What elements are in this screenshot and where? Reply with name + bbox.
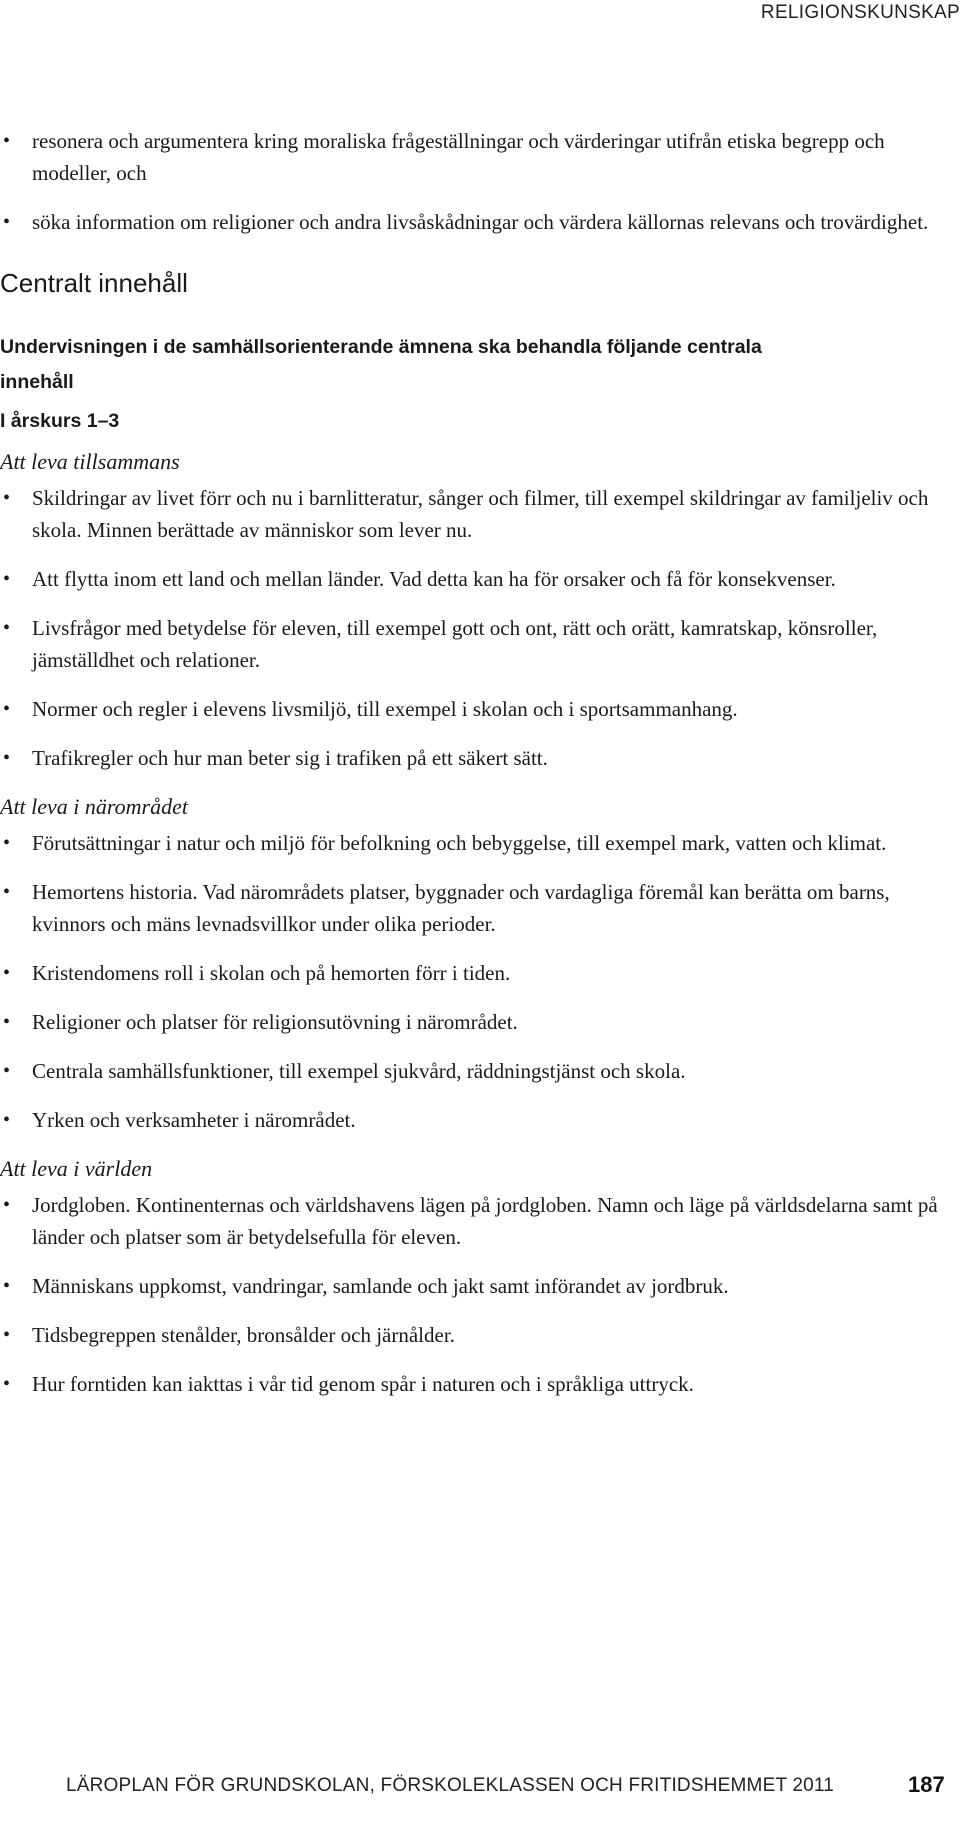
page-content	[0, 125, 945, 1417]
bullet-icon: •	[3, 1011, 11, 1033]
bullet-icon: •	[3, 881, 11, 903]
bullet-icon: •	[3, 1109, 11, 1131]
page-number: 187	[908, 1772, 945, 1797]
list-item: • Att flytta inom ett land och mellan länder. Vad detta kan ha för orsaker och få för konsekvenser.	[0, 563, 945, 595]
topic-heading: Att leva i världen	[0, 1156, 153, 1181]
list-item: • Hemortens historia. Vad närområdets platser, byggnader och vardagliga föremål kan berätta om barns, kvinnors och mäns levnadsvillkor under olika perioder.	[0, 876, 945, 940]
list-item: • söka information om religioner och andra livsåskådningar och värdera källornas relevans och trovärdighet.	[0, 206, 945, 238]
list-item: • Jordgloben. Kontinenternas och världshavens lägen på jordgloben. Namn och läge på världsdelarna samt på länder och platser som är betydelsefulla för eleven.	[0, 1189, 945, 1253]
topic-bullet-list	[0, 482, 945, 774]
list-item: • Skildringar av livet förr och nu i barnlitteratur, sånger och filmer, till exempel skildringar av familjeliv och skola. Minnen berättade av människor som lever nu.	[0, 482, 945, 546]
section-subheading: Undervisningen i de samhällsorienterande ämnena ska behandla följande centrala innehåll	[0, 336, 762, 393]
bullet-icon: •	[3, 568, 11, 590]
bullet-icon: •	[3, 487, 11, 509]
bullet-icon: •	[3, 1194, 11, 1216]
grade-heading: I årskurs 1–3	[0, 410, 120, 432]
list-item: • Yrken och verksamheter i närområdet.	[0, 1104, 945, 1136]
list-item: • Normer och regler i elevens livsmiljö, till exempel i skolan och i sportsammanhang.	[0, 693, 945, 725]
intro-bullet-list	[0, 125, 945, 238]
bullet-icon: •	[3, 617, 11, 639]
list-item: • Religioner och platser för religionsutövning i närområdet.	[0, 1006, 945, 1038]
list-item: • resonera och argumentera kring moraliska frågeställningar och värderingar utifrån etiska begrepp och modeller, och	[0, 125, 945, 189]
list-item: • Tidsbegreppen stenålder, bronsålder och järnålder.	[0, 1319, 945, 1351]
list-item: • Centrala samhällsfunktioner, till exempel sjukvård, räddningstjänst och skola.	[0, 1055, 945, 1087]
bullet-icon: •	[3, 1324, 11, 1346]
bullet-icon: •	[3, 962, 11, 984]
topic-heading: Att leva tillsammans	[0, 449, 180, 474]
list-item: • Förutsättningar i natur och miljö för befolkning och bebyggelse, till exempel mark, vatten och klimat.	[0, 827, 945, 859]
section-heading: Centralt innehåll	[0, 268, 188, 298]
bullet-icon: •	[3, 698, 11, 720]
bullet-icon: •	[3, 1373, 11, 1395]
footer-title: LÄROPLAN FÖR GRUNDSKOLAN, FÖRSKOLEKLASSEN OCH FRITIDSHEMMET 2011	[66, 1775, 835, 1796]
topic-heading: Att leva i närområdet	[0, 794, 188, 819]
list-item: • Trafikregler och hur man beter sig i trafiken på ett säkert sätt.	[0, 742, 945, 774]
bullet-icon: •	[3, 1275, 11, 1297]
running-header: RELIGIONSKUNSKAP	[760, 2, 960, 23]
topic-bullet-list	[0, 827, 945, 1136]
bullet-icon: •	[3, 130, 11, 152]
bullet-icon: •	[3, 832, 11, 854]
list-item: • Hur forntiden kan iakttas i vår tid genom spår i naturen och i språkliga uttryck.	[0, 1368, 945, 1400]
list-item: • Livsfrågor med betydelse för eleven, till exempel gott och ont, rätt och orätt, kamratskap, könsroller, jämställdhet och relationer.	[0, 612, 945, 676]
bullet-icon: •	[3, 747, 11, 769]
list-item: • Kristendomens roll i skolan och på hemorten förr i tiden.	[0, 957, 945, 989]
bullet-icon: •	[3, 1060, 11, 1082]
topic-bullet-list	[0, 1189, 945, 1400]
bullet-icon: •	[3, 211, 11, 233]
list-item: • Människans uppkomst, vandringar, samlande och jakt samt införandet av jordbruk.	[0, 1270, 945, 1302]
